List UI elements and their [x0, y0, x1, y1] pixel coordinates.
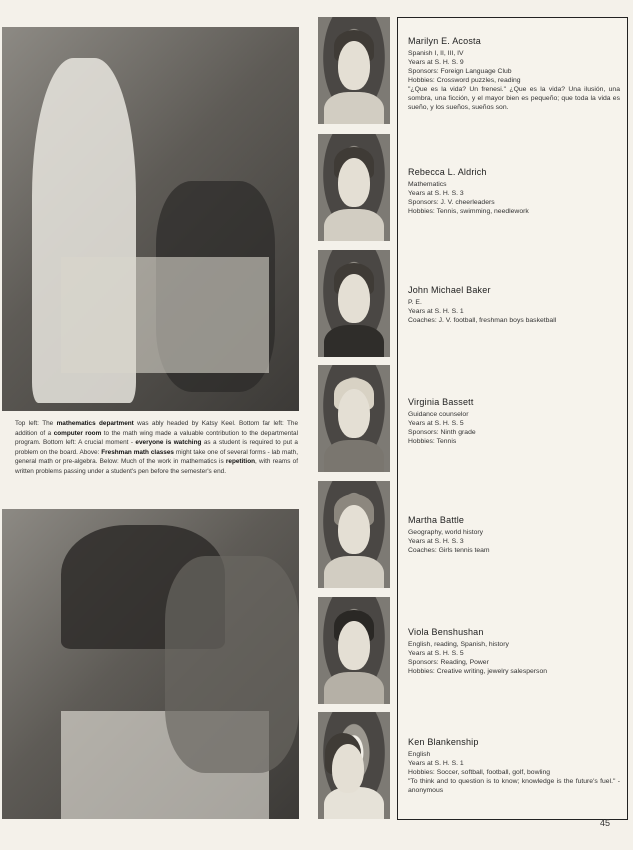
faculty-name: John Michael Baker — [408, 285, 491, 295]
faculty-subject: Spanish I, II, III, IV — [408, 50, 464, 57]
faculty-subject: English — [408, 751, 431, 758]
faculty-subject: Guidance counselor — [408, 411, 469, 418]
faculty-entry-battle — [408, 514, 620, 555]
faculty-quote: "¿Que es la vida? Un frenesi." ¿Que es la vida? Una ilusión, una sombra, una ficción, y el mayor bien es pequeño; que toda la vida es sueño, y los sueños, sueños son. — [408, 86, 620, 111]
faculty-subject: Mathematics — [408, 181, 447, 188]
faculty-name: Rebecca L. Aldrich — [408, 167, 487, 177]
faculty-sponsors: Sponsors: Reading, Power — [408, 659, 489, 666]
portrait-aldrich — [318, 134, 390, 241]
faculty-hobbies: Hobbies: Tennis, swimming, needlework — [408, 208, 529, 215]
faculty-entry-benshushan — [408, 626, 620, 676]
faculty-sponsors: Sponsors: Ninth grade — [408, 429, 476, 436]
classroom-photo-top — [2, 27, 299, 411]
faculty-years: Years at S. H. S. 3 — [408, 538, 464, 545]
faculty-sponsors: Coaches: Girls tennis team — [408, 547, 490, 554]
faculty-hobbies: Hobbies: Soccer, softball, football, golf, bowling — [408, 769, 551, 776]
faculty-years: Years at S. H. S. 5 — [408, 650, 464, 657]
portrait-benshushan — [318, 597, 390, 704]
photo-caption: Top left: The mathematics department was ably headed by Katsy Keel. Bottom far left: The addition of a computer room to the math wing made a valuable contribution to the departmental program. Bottom left: A crucial moment - everyone is watching as a student is required to put a problem on the board. Above: Freshman math classes might take one of several forms - lab math, general math or pre-algebra. Below: Much of the work in mathematics is repetition, with reams of written problems passing under a student's pen before the semester's end. — [15, 420, 298, 475]
faculty-entry-acosta — [408, 35, 620, 112]
faculty-name: Martha Battle — [408, 515, 465, 525]
page-number: 45 — [600, 818, 611, 828]
faculty-name: Marilyn E. Acosta — [408, 36, 481, 46]
portrait-acosta — [318, 17, 390, 124]
faculty-subject: Geography, world history — [408, 529, 484, 536]
faculty-years: Years at S. H. S. 9 — [408, 59, 464, 66]
student-writing-photo — [2, 509, 299, 819]
faculty-subject: English, reading, Spanish, history — [408, 641, 509, 648]
faculty-name: Ken Blankenship — [408, 737, 479, 747]
faculty-info-panel — [397, 17, 628, 820]
faculty-years: Years at S. H. S. 1 — [408, 760, 464, 767]
portrait-battle — [318, 481, 390, 588]
faculty-hobbies: Hobbies: Crossword puzzles, reading — [408, 77, 521, 84]
portrait-baker — [318, 250, 390, 357]
faculty-sponsors: Sponsors: J. V. cheerleaders — [408, 199, 495, 206]
faculty-hobbies: Hobbies: Tennis — [408, 438, 457, 445]
faculty-subject: P. E. — [408, 299, 422, 306]
faculty-hobbies: Hobbies: Creative writing, jewelry salesperson — [408, 668, 548, 675]
faculty-entry-blankenship — [408, 736, 620, 795]
faculty-sponsors: Sponsors: Foreign Language Club — [408, 68, 512, 75]
portrait-blankenship — [318, 712, 390, 819]
faculty-entry-baker — [408, 284, 620, 325]
faculty-name: Virginia Bassett — [408, 397, 474, 407]
portrait-bassett — [318, 365, 390, 472]
faculty-entry-aldrich — [408, 166, 620, 216]
faculty-name: Viola Benshushan — [408, 627, 484, 637]
faculty-years: Years at S. H. S. 1 — [408, 308, 464, 315]
faculty-quote: "To think and to question is to know; knowledge is the future's fuel." - anonymous — [408, 778, 620, 794]
faculty-years: Years at S. H. S. 3 — [408, 190, 464, 197]
faculty-years: Years at S. H. S. 5 — [408, 420, 464, 427]
faculty-sponsors: Coaches: J. V. football, freshman boys basketball — [408, 317, 557, 324]
faculty-entry-bassett — [408, 396, 620, 446]
